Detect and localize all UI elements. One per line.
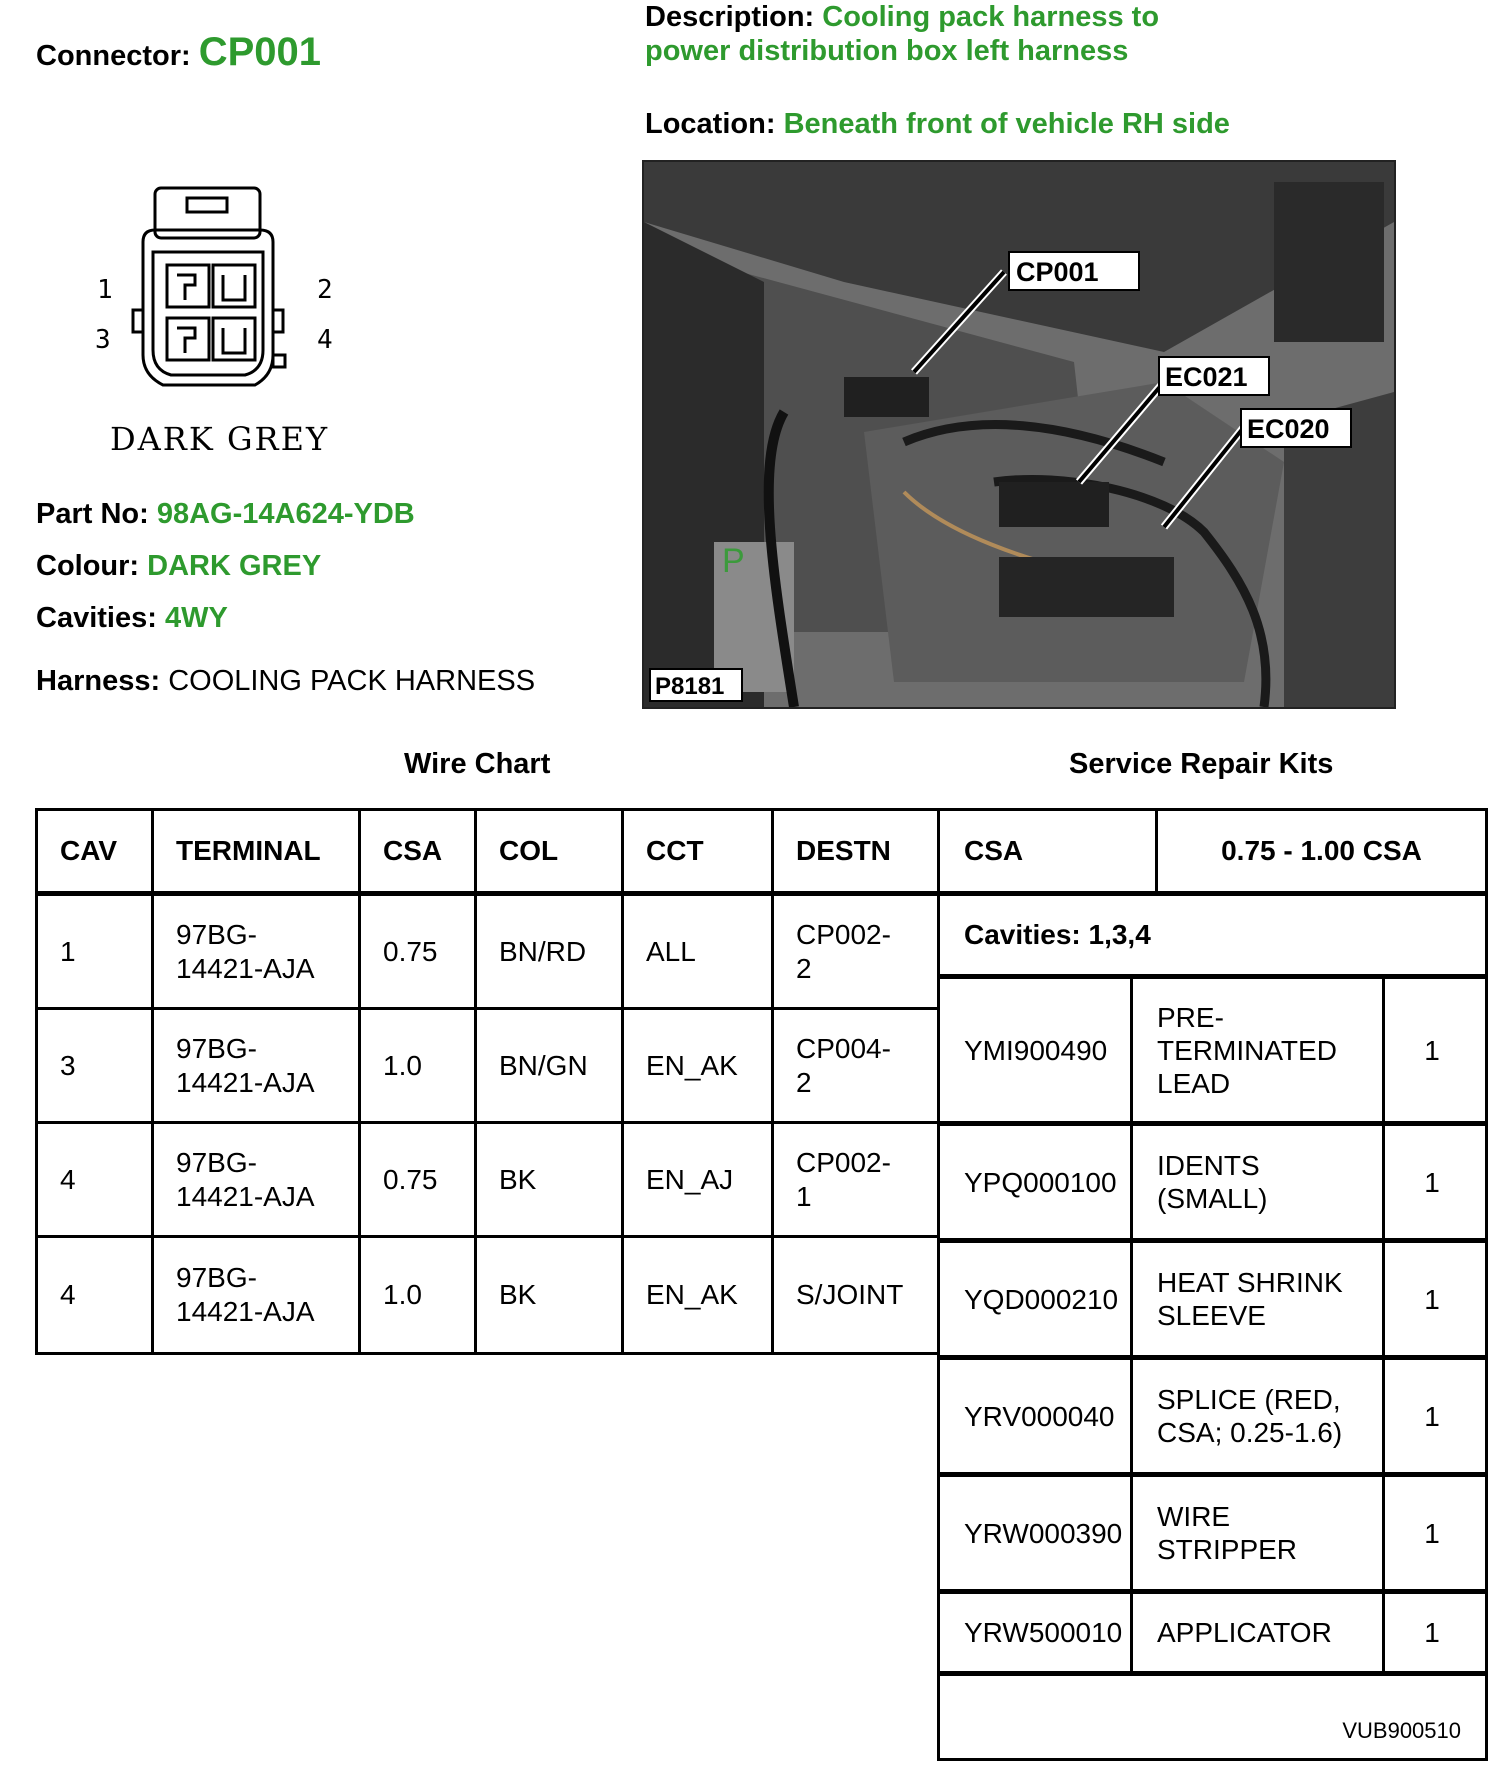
pin-1-label: 1: [97, 275, 113, 305]
kit-part: YMI900490: [940, 979, 1133, 1121]
col-cct: CCT: [624, 811, 774, 896]
table-row: [38, 1238, 937, 1352]
kit-row: [940, 1594, 1485, 1676]
table-row: [38, 896, 937, 1010]
kit-part: YQD000210: [940, 1243, 1133, 1355]
cell-terminal: 97BG- 14421-AJA: [154, 1010, 361, 1124]
description: [645, 0, 1205, 68]
cavities-label: Cavities:: [36, 602, 157, 634]
kit-desc: PRE- TERMINATED LEAD: [1133, 979, 1385, 1121]
wire-chart-title: Wire Chart: [404, 748, 551, 780]
location-photo: [642, 160, 1396, 709]
kit-desc: WIRE STRIPPER: [1133, 1477, 1385, 1589]
colour-value: DARK GREY: [147, 550, 322, 582]
part-number: [36, 498, 415, 531]
cavities-value: 4WY: [164, 602, 228, 634]
description-label: Description:: [645, 1, 815, 33]
callout-ec020: EC020: [1247, 414, 1330, 444]
kit-qty: 1: [1424, 1034, 1440, 1066]
cell-col: BN/RD: [477, 896, 624, 1010]
harness-label: Harness:: [36, 665, 161, 697]
connector-face-diagram: [95, 180, 355, 470]
wire-chart-table: [35, 808, 940, 1355]
cell-cav: 3: [38, 1010, 154, 1124]
photo-ref: P8181: [655, 673, 725, 700]
kit-desc: IDENTS (SMALL): [1133, 1126, 1385, 1238]
kits-footer-ref: VUB900510: [1342, 1718, 1461, 1743]
cell-col: BK: [477, 1238, 624, 1352]
cell-col: BN/GN: [477, 1010, 624, 1124]
cell-cct: EN_AK: [624, 1010, 774, 1124]
kit-qty: 1: [1424, 1400, 1440, 1432]
kit-part: YRV000040: [940, 1360, 1133, 1472]
kit-qty: 1: [1424, 1517, 1440, 1549]
cell-cav: 1: [38, 896, 154, 1010]
kits-csa-label: CSA: [940, 811, 1158, 891]
cell-col: BK: [477, 1124, 624, 1238]
kit-row: [940, 1243, 1485, 1360]
photo-marking: P: [722, 542, 745, 580]
cell-csa: 0.75: [361, 896, 477, 1010]
table-row: [38, 1010, 937, 1124]
cell-csa: 0.75: [361, 1124, 477, 1238]
cell-cav: 4: [38, 1238, 154, 1352]
connector-heading: [36, 30, 321, 75]
kit-part: YPQ000100: [940, 1126, 1133, 1238]
kit-row: [940, 1126, 1485, 1243]
kits-header: [940, 811, 1485, 896]
photo-scene: [644, 162, 1394, 707]
cavities: [36, 602, 228, 635]
cell-destn: CP002- 2: [774, 896, 937, 1010]
part-label: Part No:: [36, 498, 149, 530]
colour-label: Colour:: [36, 550, 140, 582]
kit-row: [940, 979, 1485, 1126]
location: [645, 108, 1230, 141]
kit-desc: HEAT SHRINK SLEEVE: [1133, 1243, 1385, 1355]
pin-3-label: 3: [95, 325, 111, 355]
col-col: COL: [477, 811, 624, 896]
callout-ec021: EC021: [1165, 362, 1248, 392]
cell-csa: 1.0: [361, 1238, 477, 1352]
kit-part: YRW000390: [940, 1477, 1133, 1589]
location-text: Beneath front of vehicle RH side: [783, 108, 1230, 140]
cell-terminal: 97BG- 14421-AJA: [154, 896, 361, 1010]
location-label: Location:: [645, 108, 776, 140]
colour: [36, 550, 321, 583]
harness: [36, 665, 535, 698]
connector-outline-graphic: [95, 180, 355, 410]
kit-qty: 1: [1424, 1166, 1440, 1198]
kits-csa-range: 0.75 - 1.00 CSA: [1221, 835, 1422, 866]
cell-cct: ALL: [624, 896, 774, 1010]
col-destn: DESTN: [774, 811, 937, 896]
col-cav: CAV: [38, 811, 154, 896]
connector-colour-caption: DARK GREY: [110, 420, 330, 458]
kit-part: YRW500010: [940, 1594, 1133, 1671]
cell-destn: CP004- 2: [774, 1010, 937, 1124]
col-terminal: TERMINAL: [154, 811, 361, 896]
pin-2-label: 2: [317, 275, 333, 305]
cell-terminal: 97BG- 14421-AJA: [154, 1238, 361, 1352]
description-text: Cooling pack harness to power distribution box left harness: [645, 1, 1160, 67]
col-csa: CSA: [361, 811, 477, 896]
pin-4-label: 4: [317, 325, 333, 355]
cell-cct: EN_AJ: [624, 1124, 774, 1238]
cell-destn: CP002- 1: [774, 1124, 937, 1238]
connector-label: Connector:: [36, 40, 191, 72]
kits-cavities: Cavities: 1,3,4: [940, 896, 1485, 979]
table-row: [38, 1124, 937, 1238]
connector-id: CP001: [198, 30, 322, 74]
part-value: 98AG-14A624-YDB: [156, 498, 415, 530]
callout-cp001: CP001: [1016, 257, 1099, 287]
cell-cav: 4: [38, 1124, 154, 1238]
harness-value: COOLING PACK HARNESS: [168, 665, 536, 697]
cell-cct: EN_AK: [624, 1238, 774, 1352]
cell-terminal: 97BG- 14421-AJA: [154, 1124, 361, 1238]
cell-csa: 1.0: [361, 1010, 477, 1124]
service-kits-title: Service Repair Kits: [1069, 748, 1334, 780]
kit-qty: 1: [1424, 1283, 1440, 1315]
kit-row: [940, 1360, 1485, 1477]
kit-desc: SPLICE (RED, CSA; 0.25-1.6): [1133, 1360, 1385, 1472]
kit-qty: 1: [1424, 1617, 1440, 1648]
kit-desc: APPLICATOR: [1133, 1594, 1385, 1671]
service-kits-table: [937, 808, 1488, 1761]
cell-destn: S/JOINT: [796, 1279, 904, 1310]
kits-footer: [940, 1676, 1485, 1758]
kit-row: [940, 1477, 1485, 1594]
